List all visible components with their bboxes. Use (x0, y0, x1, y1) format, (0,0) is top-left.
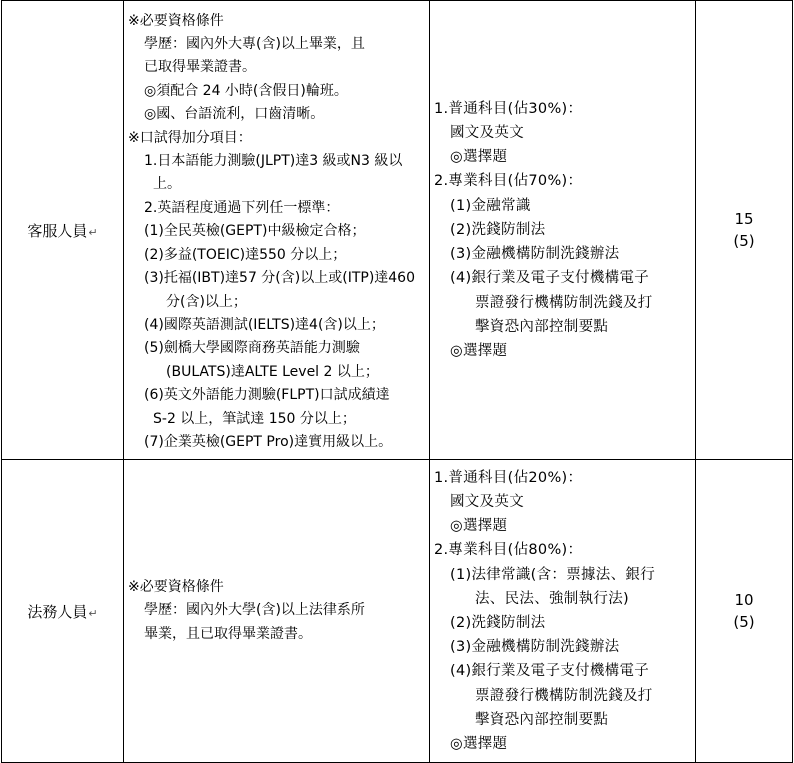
subject-line: (2)洗錢防制法 (450, 615, 546, 631)
openings-cell (696, 1, 793, 460)
qualification-line: (5)劍橋大學國際商務英語能力測驗 (144, 340, 360, 357)
table-row (2, 1, 793, 460)
qualification-line: ※必要資格條件 (128, 12, 224, 29)
exam-subjects-cell (430, 1, 696, 460)
subject-line: 票證發行機構防制洗錢及打 (475, 687, 653, 704)
subject-line: (4)銀行業及電子支付機構電子 (450, 663, 650, 680)
subject-line: 擊資恐內部控制要點 (475, 318, 609, 335)
subject-line: (3)金融機構防制洗錢辦法 (450, 246, 620, 263)
subject-line: ◎選擇題 (450, 149, 508, 166)
subject-line: (1)法律常識(含：票據法、銀行 (450, 566, 655, 583)
subject-line: 擊資恐內部控制要點 (475, 711, 609, 728)
subject-line: ◎選擇題 (450, 518, 508, 535)
position-cell: 法務人員↵ (2, 460, 124, 763)
subject-line: 2.專業科目(佔70%)： (434, 173, 583, 190)
qualification-line: 上。 (153, 176, 181, 193)
openings-cell (696, 460, 793, 763)
qualifications-cell (124, 1, 430, 460)
qualification-line: S-2 以上，筆試達 150 分以上； (153, 410, 356, 427)
subject-line: (4)銀行業及電子支付機構電子 (450, 270, 650, 287)
qualification-line: (3)托福(IBT)達57 分(含)以上或(ITP)達460 (144, 270, 415, 287)
qualification-line: 分(含)以上； (166, 293, 247, 310)
qualifications-cell (124, 460, 430, 763)
qualification-line: (4)國際英語測試(IELTS)達4(含)以上； (144, 316, 385, 333)
position-label: 客服人員 (27, 221, 88, 240)
qualification-line: ◎須配合 24 小時(含假日)輪班。 (144, 82, 348, 99)
subject-line: ◎選擇題 (450, 736, 508, 753)
subject-line: (1)金融常識 (450, 197, 531, 214)
openings-count: 15 (734, 210, 754, 228)
subject-line: (3)金融機構防制洗錢辦法 (450, 639, 620, 656)
position-label: 法務人員 (27, 602, 88, 621)
qualification-line: (7)企業英檢(GEPT Pro)達實用級以上。 (144, 433, 393, 450)
qualification-line: ※必要資格條件 (128, 578, 224, 595)
qualification-line: (6)英文外語能力測驗(FLPT)口試成績達 (144, 387, 390, 404)
qualification-line: (BULATS)達ALTE Level 2 以上； (166, 363, 379, 380)
qualification-line: (1)全民英檢(GEPT)中級檢定合格； (144, 223, 366, 240)
reserve-count: (5) (733, 613, 755, 631)
subject-line: 法、民法、強制執行法) (475, 590, 629, 607)
qualification-line: (2)多益(TOEIC)達550 分以上； (144, 246, 347, 263)
table-row (2, 460, 793, 763)
subject-line: 國文及英文 (450, 125, 524, 142)
subject-line: ◎選擇題 (450, 342, 508, 359)
qualification-line: 已取得畢業證書。 (144, 59, 256, 76)
exam-subjects-cell (430, 460, 696, 763)
qualification-line: 畢業，且已取得畢業證書。 (144, 625, 312, 642)
subject-line: 1.普通科目(佔20%)： (434, 469, 583, 486)
qualification-line: 學歷：國內外大學(含)以上法律系所 (144, 602, 365, 619)
qualification-line: 2.英語程度通過下列任一標準： (144, 199, 340, 216)
openings-count: 10 (734, 591, 754, 609)
subject-line: 票證發行機構防制洗錢及打 (475, 294, 653, 311)
subject-line: (2)洗錢防制法 (450, 221, 546, 238)
qualification-line: 學歷：國內外大專(含)以上畢業，且 (144, 36, 365, 53)
subject-line: 1.普通科目(佔30%)： (434, 100, 583, 117)
qualification-line: 1.日本語能力測驗(JLPT)達3 級或N3 級以 (144, 153, 403, 170)
subject-line: 國文及英文 (450, 493, 524, 510)
qualification-line: ※口試得加分項目： (128, 129, 252, 146)
reserve-count: (5) (733, 232, 755, 250)
recruitment-table (1, 0, 793, 763)
position-cell: 客服人員↵ (2, 1, 124, 460)
qualification-line: ◎國、台語流利，口齒清晰。 (144, 106, 325, 123)
subject-line: 2.專業科目(佔80%)： (434, 542, 583, 559)
